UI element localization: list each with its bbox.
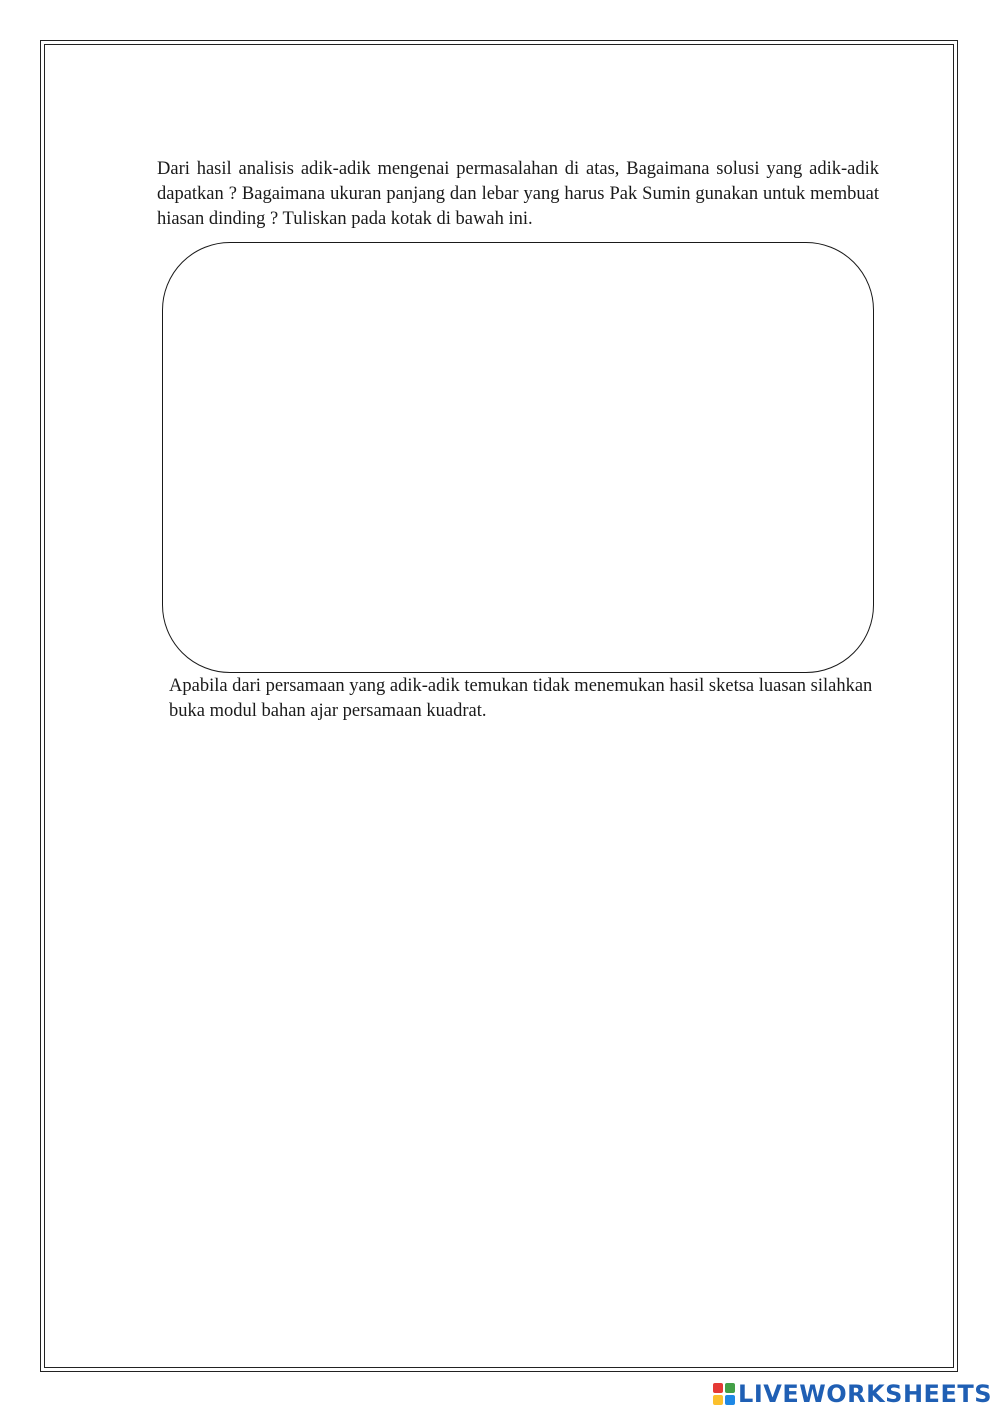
brand-name: LIVEWORKSHEETS bbox=[738, 1380, 992, 1408]
brand-logo bbox=[713, 1379, 992, 1409]
answer-box[interactable] bbox=[162, 242, 874, 673]
note-text: Apabila dari persamaan yang adik-adik temukan tidak menemukan hasil sketsa luasan silahkan buka modul bahan ajar persamaan kuadrat. bbox=[169, 676, 873, 721]
question-text: Dari hasil analisis adik-adik mengenai permasalahan di atas, Bagaimana solusi yang adik-adik dapatkan ? Bagaimana ukuran panjang dan lebar yang harus Pak Sumin gunakan untuk membuat hiasan dinding ? Tuliskan pada kotak di bawah ini. bbox=[157, 159, 879, 229]
liveworksheets-logo-icon bbox=[713, 1383, 735, 1405]
